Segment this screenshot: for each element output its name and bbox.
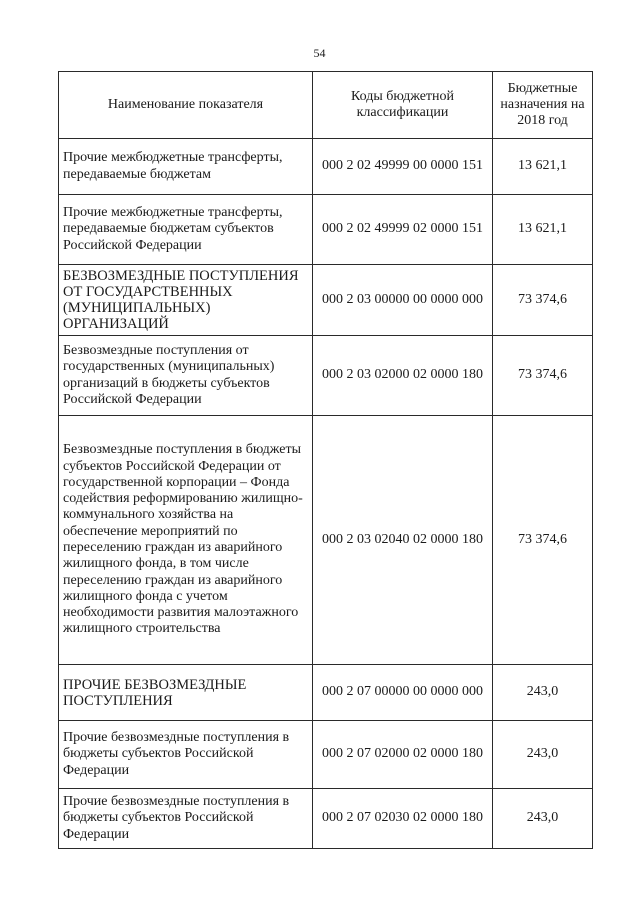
row-name: Прочие безвозмездные поступления в бюджеты субъектов Российской Федерации [59, 721, 313, 789]
row-name: Прочие межбюджетные трансферты, передаваемые бюджетам субъектов Российской Федерации [59, 195, 313, 265]
page-number: 54 [313, 46, 326, 60]
header-code: Коды бюджетной классификации [313, 72, 493, 139]
row-amount: 73 374,6 [493, 336, 593, 416]
table-row [59, 665, 593, 721]
row-code: 000 2 03 02000 02 0000 180 [313, 336, 493, 416]
table-row [59, 195, 593, 265]
table-row [59, 721, 593, 789]
row-amount: 243,0 [493, 665, 593, 721]
header-amount: Бюджетные назначения на 2018 год [493, 72, 593, 139]
row-name: Безвозмездные поступления в бюджеты субъектов Российской Федерации от государственной корпорации – Фонда содействия реформированию жилищно-коммунального хозяйства на обеспечение мероприятий по переселению граждан из аварийного жилищного фонда, в том числе переселению граждан из аварийного жилищного фонда с учетом необходимости развития малоэтажного жилищного строительства [59, 416, 313, 665]
row-amount: 73 374,6 [493, 265, 593, 336]
row-code: 000 2 03 02040 02 0000 180 [313, 416, 493, 665]
budget-table [58, 71, 593, 849]
row-name: Прочие межбюджетные трансферты, передаваемые бюджетам [59, 139, 313, 195]
row-amount: 13 621,1 [493, 195, 593, 265]
row-code: 000 2 07 02030 02 0000 180 [313, 789, 493, 849]
row-code: 000 2 03 00000 00 0000 000 [313, 265, 493, 336]
row-code: 000 2 02 49999 00 0000 151 [313, 139, 493, 195]
row-name: ПРОЧИЕ БЕЗВОЗМЕЗДНЫЕ ПОСТУПЛЕНИЯ [59, 665, 313, 721]
row-amount: 243,0 [493, 721, 593, 789]
row-code: 000 2 02 49999 02 0000 151 [313, 195, 493, 265]
row-amount: 73 374,6 [493, 416, 593, 665]
row-code: 000 2 07 00000 00 0000 000 [313, 665, 493, 721]
row-name: Прочие безвозмездные поступления в бюджеты субъектов Российской Федерации [59, 789, 313, 849]
row-amount: 13 621,1 [493, 139, 593, 195]
table-header-row [59, 72, 593, 139]
row-name: Безвозмездные поступления от государственных (муниципальных) организаций в бюджеты субъектов Российской Федерации [59, 336, 313, 416]
table-row [59, 139, 593, 195]
row-code: 000 2 07 02000 02 0000 180 [313, 721, 493, 789]
table-row [59, 789, 593, 849]
table-row [59, 265, 593, 336]
row-name: БЕЗВОЗМЕЗДНЫЕ ПОСТУПЛЕНИЯ ОТ ГОСУДАРСТВЕННЫХ (МУНИЦИПАЛЬНЫХ) ОРГАНИЗАЦИЙ [59, 265, 313, 336]
header-name: Наименование показателя [59, 72, 313, 139]
row-amount: 243,0 [493, 789, 593, 849]
table-row [59, 416, 593, 665]
table-row [59, 336, 593, 416]
